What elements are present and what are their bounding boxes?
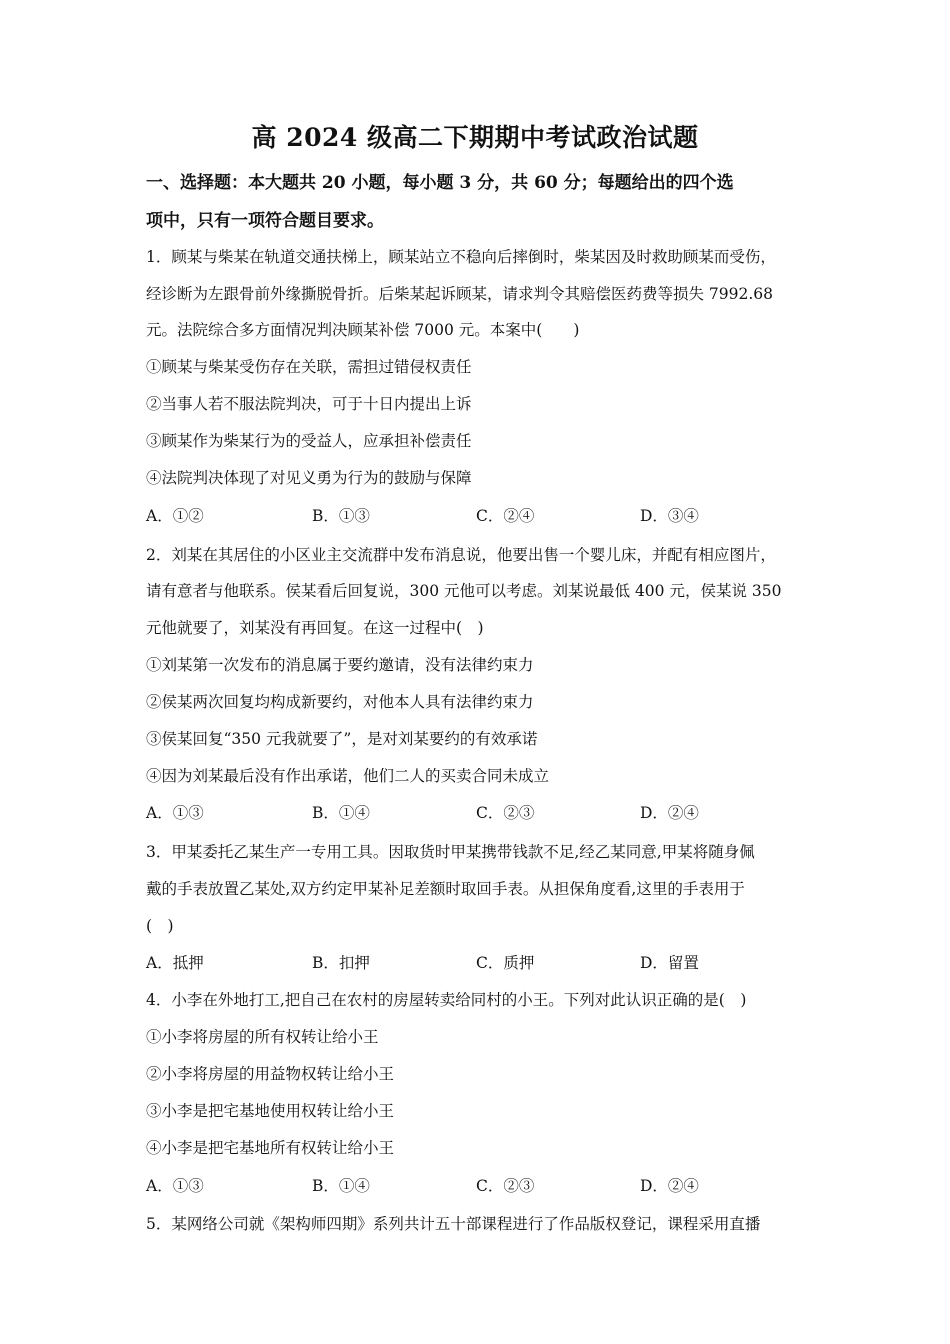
q4-item-2: ②小李将房屋的用益物权转让给小王 [146,1065,395,1083]
q4-option-b: B．①④ [312,1177,370,1195]
q1-option-d: D．③④ [640,507,699,525]
q3-stem-line-1: 3．甲某委托乙某生产一专用工具。因取货时甲某携带钱款不足,经乙某同意,甲某将随身佩 [146,843,755,861]
q4-item-3: ③小李是把宅基地使用权转让给小王 [146,1102,395,1120]
q1-option-a: A．①② [146,507,204,525]
q3-stem-line-3: ( ) [146,917,174,935]
q1-item-3: ③顾某作为柴某行为的受益人，应承担补偿责任 [146,432,472,450]
section-heading-line-1: 一、选择题：本大题共 20 小题，每小题 3 分，共 60 分；每题给出的四个选 [146,173,734,193]
q2-stem-line-2: 请有意者与他联系。侯某看后回复说，300 元他可以考虑。刘某说最低 400 元，侯某说 350 [146,582,782,600]
q2-item-3: ③侯某回复“350 元我就要了”，是对刘某要约的有效承诺 [146,730,538,748]
q3-option-a: A．抵押 [146,954,204,972]
q1-option-b: B．①③ [312,507,370,525]
q4-option-c: C．②③ [476,1177,535,1195]
q2-option-c: C．②③ [476,804,535,822]
q2-stem-line-3: 元他就要了，刘某没有再回复。在这一过程中( ) [146,619,484,637]
q1-stem-line-3: 元。法院综合多方面情况判决顾某补偿 7000 元。本案中( ) [146,321,580,339]
q4-item-4: ④小李是把宅基地所有权转让给小王 [146,1139,395,1157]
q2-options [146,803,826,823]
q4-option-d: D．②④ [640,1177,699,1195]
q5-stem-line-1: 5．某网络公司就《架构师四期》系列共计五十部课程进行了作品版权登记，课程采用直播 [146,1215,761,1233]
q1-item-4: ④法院判决体现了对见义勇为行为的鼓励与保障 [146,469,472,487]
q2-option-d: D．②④ [640,804,699,822]
q1-stem-line-2: 经诊断为左跟骨前外缘撕脱骨折。后柴某起诉顾某，请求判令其赔偿医药费等损失 7992.68 [146,285,774,303]
q1-stem-line-1: 1．顾某与柴某在轨道交通扶梯上，顾某站立不稳向后摔倒时，柴某因及时救助顾某而受伤， [146,248,776,266]
q4-item-1: ①小李将房屋的所有权转让给小王 [146,1028,379,1046]
q1-option-c: C．②④ [476,507,535,525]
q1-options [146,506,826,526]
section-heading-line-2: 项中，只有一项符合题目要求。 [146,211,384,231]
q3-option-d: D．留置 [640,954,699,972]
q4-stem-line-1: 4．小李在外地打工,把自己在农村的房屋转卖给同村的小王。下列对此认识正确的是( ) [146,991,747,1009]
q2-stem-line-1: 2．刘某在其居住的小区业主交流群中发布消息说，他要出售一个婴儿床，并配有相应图片， [146,546,776,564]
q3-option-b: B．扣押 [312,954,370,972]
q1-item-2: ②当事人若不服法院判决，可于十日内提出上诉 [146,395,472,413]
q3-options [146,953,826,973]
q2-item-4: ④因为刘某最后没有作出承诺，他们二人的买卖合同未成立 [146,767,550,785]
q3-stem-line-2: 戴的手表放置乙某处,双方约定甲某补足差额时取回手表。从担保角度看,这里的手表用于 [146,880,745,898]
q3-option-c: C．质押 [476,954,535,972]
q2-item-2: ②侯某两次回复均构成新要约，对他本人具有法律约束力 [146,693,534,711]
page-title: 高 2024 级高二下期期中考试政治试题 [251,123,699,152]
q2-option-b: B．①④ [312,804,370,822]
q1-item-1: ①顾某与柴某受伤存在关联，需担过错侵权责任 [146,358,472,376]
q4-option-a: A．①③ [146,1177,204,1195]
q2-item-1: ①刘某第一次发布的消息属于要约邀请，没有法律约束力 [146,656,534,674]
q2-option-a: A．①③ [146,804,204,822]
q4-options [146,1176,826,1196]
